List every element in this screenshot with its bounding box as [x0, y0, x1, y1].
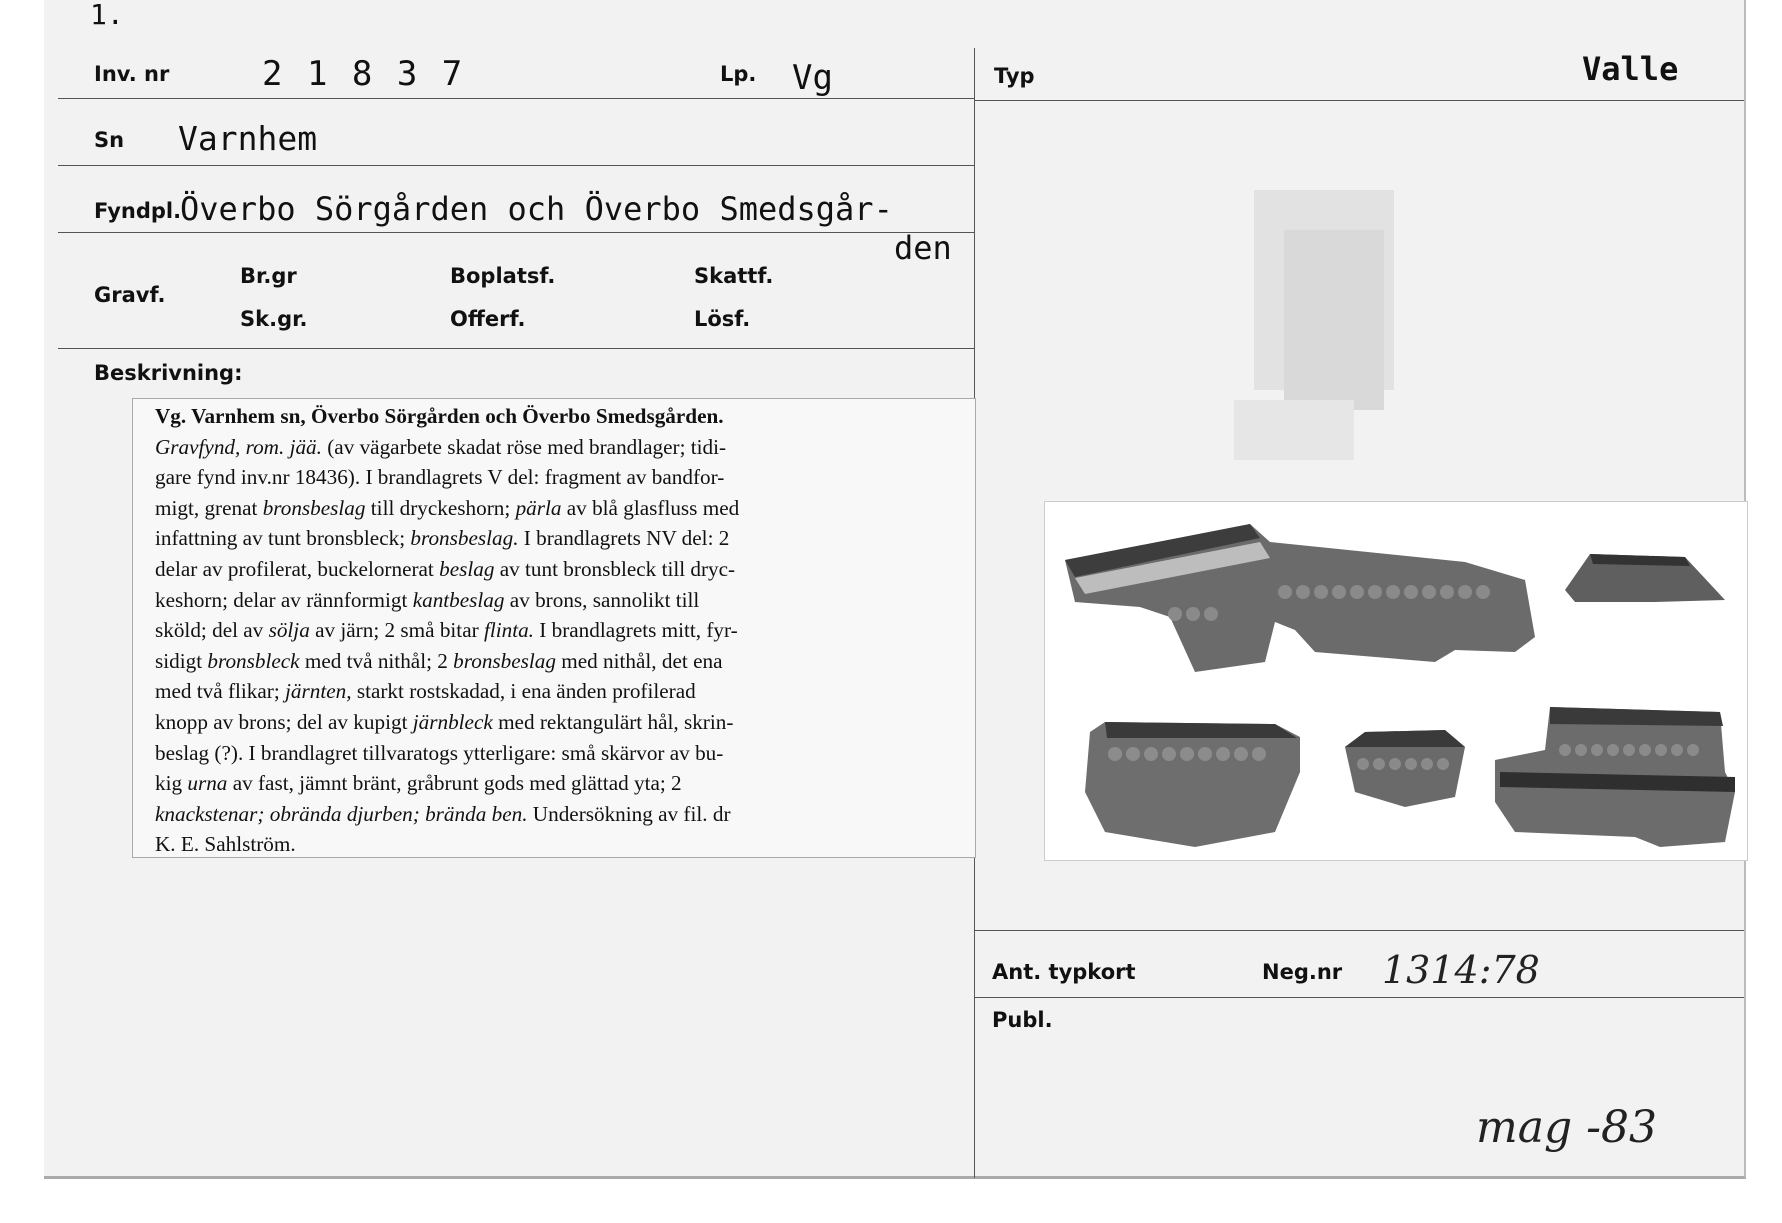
description-line: K. E. Sahlström. — [155, 832, 296, 857]
description-line: Gravfynd, rom. jää. (av vägarbete skadat röse med brandlager; tidi- — [155, 434, 727, 459]
typ-label: Typ — [994, 64, 1035, 88]
artifact-photo — [1044, 501, 1748, 861]
sn-label: Sn — [94, 128, 125, 152]
brgr-label: Br.gr — [240, 264, 297, 288]
description-line: keshorn; delar av rännformigt kantbeslag av brons, sannolikt till — [155, 587, 700, 612]
offerf-label: Offerf. — [450, 307, 526, 331]
rule-sn — [58, 165, 974, 166]
description-line: sköld; del av sölja av järn; 2 små bitar flinta. I brandlagrets mitt, fyr- — [155, 618, 738, 643]
lp-label: Lp. — [720, 62, 757, 86]
beskrivning-label: Beskrivning: — [94, 361, 243, 385]
skgr-label: Sk.gr. — [240, 307, 308, 331]
description-line: med två flikar; järnten, starkt rostskadad, i ena änden profilerad — [155, 679, 696, 704]
description-line: gare fynd inv.nr 18436). I brandlagrets V del: fragment av bandfor- — [155, 465, 725, 490]
skattf-label: Skattf. — [694, 264, 774, 288]
neg-value: 1314:78 — [1382, 948, 1540, 992]
description-line: sidigt bronsbleck med två nithål; 2 bronsbeslag med nithål, det ena — [155, 648, 723, 673]
handwritten-note: mag -83 — [1476, 1102, 1657, 1153]
neg-label: Neg.nr — [1262, 960, 1343, 984]
fyndpl-label: Fyndpl. — [94, 199, 182, 223]
boplatsf-label: Boplatsf. — [450, 264, 556, 288]
description-line: beslag (?). I brandlagret tillvaratogs ytterligare: små skärvor av bu- — [155, 740, 724, 765]
scan-margin — [0, 0, 44, 1223]
description-line: knackstenar; obrända djurben; brända ben. Undersökning av fil. dr — [155, 801, 731, 826]
ant-typkort-label: Ant. typkort — [992, 960, 1136, 984]
rule-fyndpl — [58, 232, 974, 233]
bronze-fragments-image — [1045, 502, 1747, 860]
rule-ant-top — [974, 930, 1744, 931]
lp-value: Vg — [792, 58, 833, 98]
description-line: delar av profilerat, buckelornerat beslag av tunt bronsbleck till dryc- — [155, 556, 736, 581]
typ-value: Valle — [1582, 50, 1679, 88]
rule-typ — [974, 100, 1744, 101]
fyndpl-value-line2: den — [894, 229, 952, 267]
description-line: migt, grenat bronsbeslag till dryckeshorn; pärla av blå glasfluss med — [155, 495, 740, 520]
description-line: Vg. Varnhem sn, Överbo Sörgården och Överbo Smedsgården. — [155, 404, 724, 428]
fyndpl-value-line1: Överbo Sörgården och Överbo Smedsgår- — [180, 190, 893, 228]
rule-inv — [58, 98, 974, 99]
card-number: 1. — [90, 0, 124, 31]
description-line: kig urna av fast, jämnt bränt, gråbrunt gods med glättad yta; 2 — [155, 771, 682, 796]
rule-ant-bottom — [974, 997, 1744, 998]
inv-label: Inv. nr — [94, 62, 170, 86]
losf-label: Lösf. — [694, 307, 751, 331]
rule-gravf — [58, 348, 974, 349]
catalog-card — [44, 0, 1746, 1179]
description-line: knopp av brons; del av kupigt järnbleck med rektangulärt hål, skrin- — [155, 709, 734, 734]
description-line: infattning av tunt bronsbleck; bronsbeslag. I brandlagrets NV del: 2 — [155, 526, 730, 551]
gravf-label: Gravf. — [94, 283, 166, 307]
description-slip — [132, 398, 976, 858]
backprint-shadow — [1224, 140, 1454, 470]
publ-label: Publ. — [992, 1008, 1053, 1032]
inv-value: 2 1 8 3 7 — [262, 54, 465, 94]
sn-value: Varnhem — [178, 119, 318, 158]
